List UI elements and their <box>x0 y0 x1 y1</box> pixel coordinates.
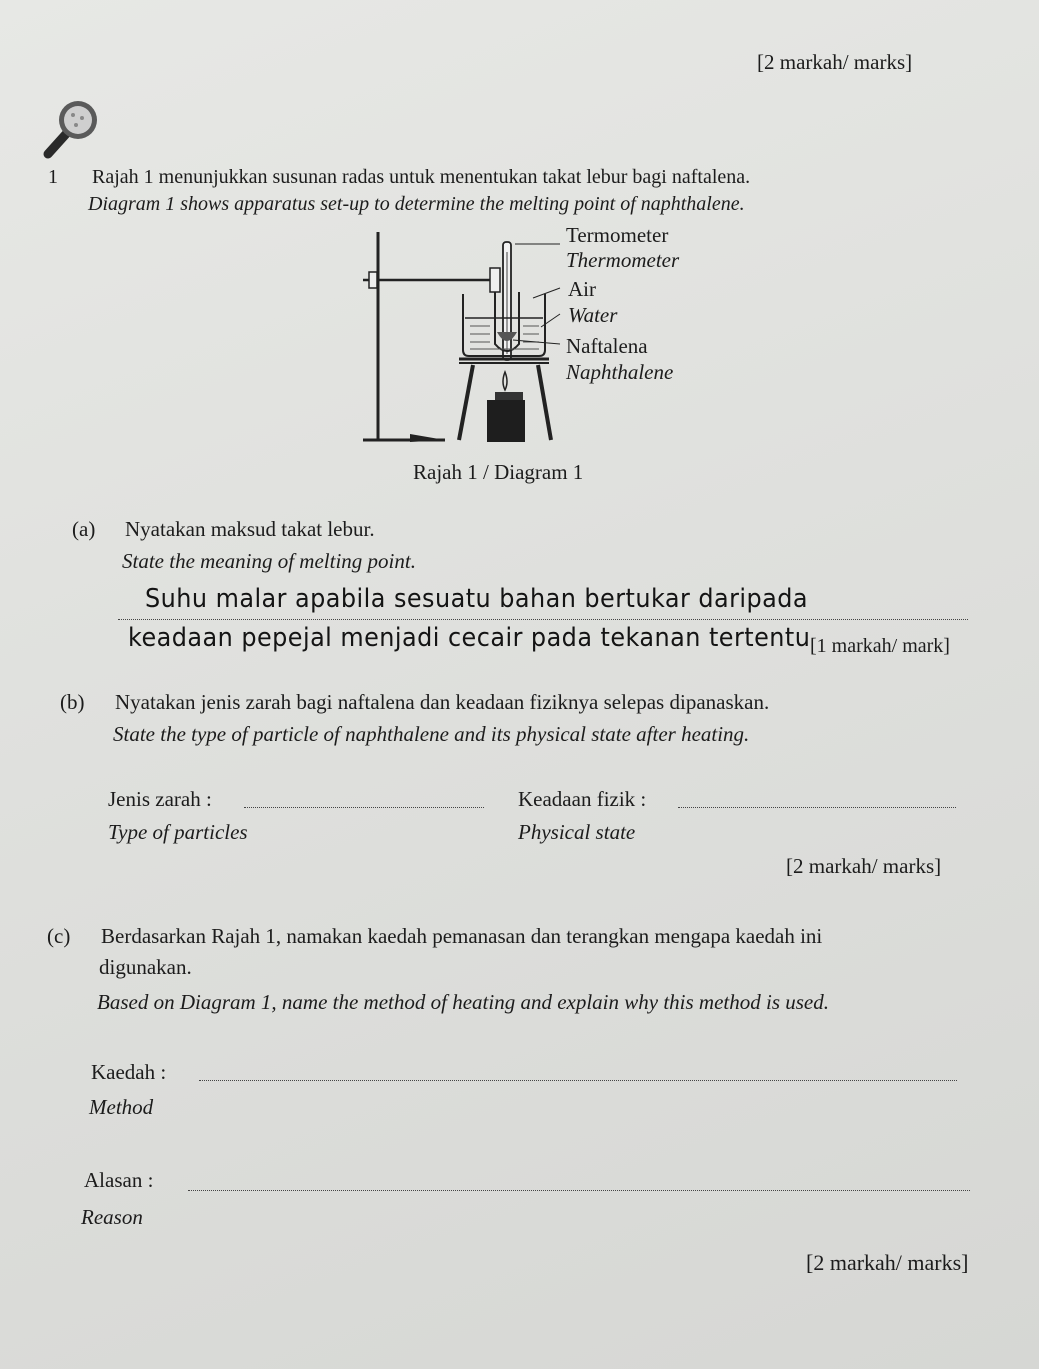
reason-label: Alasan : <box>84 1168 154 1192</box>
part-c-question-en: Based on Diagram 1, name the method of heating and explain why this method is used. <box>97 990 829 1014</box>
header-marks: [2 markah/ marks] <box>757 50 913 74</box>
label-water-ms: Air <box>568 277 596 301</box>
physical-state-label: Keadaan fizik : <box>518 787 647 811</box>
label-thermometer-ms: Termometer <box>566 223 669 247</box>
answer-line[interactable] <box>118 619 968 620</box>
part-a-question-en: State the meaning of melting point. <box>122 549 416 573</box>
handwritten-answer-line-1: Suhu malar apabila sesuatu bahan bertukar daripada <box>145 584 809 614</box>
part-b-question-en: State the type of particle of naphthalene and its physical state after heating. <box>113 722 750 746</box>
label-naphthalene-ms: Naftalena <box>566 334 648 358</box>
method-label: Kaedah : <box>91 1060 167 1084</box>
intro-ms: Rajah 1 menunjukkan susunan radas untuk menentukan takat lebur bagi naftalena. <box>92 166 751 188</box>
type-of-particles-label-en: Type of particles <box>108 820 248 844</box>
type-of-particles-input[interactable] <box>244 807 484 808</box>
part-c-marks: [2 markah/ marks] <box>806 1250 969 1275</box>
part-c-question-ms-2: digunakan. <box>99 955 192 979</box>
physical-state-input[interactable] <box>678 807 956 808</box>
physical-state-label-en: Physical state <box>518 820 636 844</box>
question-number: 1 <box>48 166 58 188</box>
reason-label-en: Reason <box>81 1205 143 1229</box>
label-naphthalene-en: Naphthalene <box>566 360 674 384</box>
part-b-question-ms: Nyatakan jenis zarah bagi naftalena dan keadaan fiziknya selepas dipanaskan. <box>115 690 770 714</box>
part-b-marks: [2 markah/ marks] <box>786 854 942 878</box>
part-a-question-ms: Nyatakan maksud takat lebur. <box>125 517 375 541</box>
type-of-particles-label: Jenis zarah : <box>108 787 212 811</box>
reason-input[interactable] <box>188 1190 970 1191</box>
part-c-letter: (c) <box>47 924 71 948</box>
label-water-en: Water <box>568 303 618 327</box>
part-b-letter: (b) <box>60 690 85 714</box>
magnifier-icon <box>36 96 106 166</box>
part-a-marks: [1 markah/ mark] <box>810 635 950 657</box>
method-input[interactable] <box>199 1080 957 1081</box>
method-label-en: Method <box>89 1095 154 1119</box>
part-c-question-ms-1: Berdasarkan Rajah 1, namakan kaedah pemanasan dan terangkan mengapa kaedah ini <box>101 924 823 948</box>
part-a-letter: (a) <box>72 517 96 541</box>
intro-en: Diagram 1 shows apparatus set-up to determine the melting point of naphthalene. <box>88 193 745 215</box>
diagram-caption: Rajah 1 / Diagram 1 <box>413 460 584 484</box>
label-thermometer-en: Thermometer <box>566 248 680 272</box>
apparatus-diagram <box>355 222 570 452</box>
handwritten-answer-line-2: keadaan pepejal menjadi cecair pada tekanan tertentu <box>128 623 811 653</box>
